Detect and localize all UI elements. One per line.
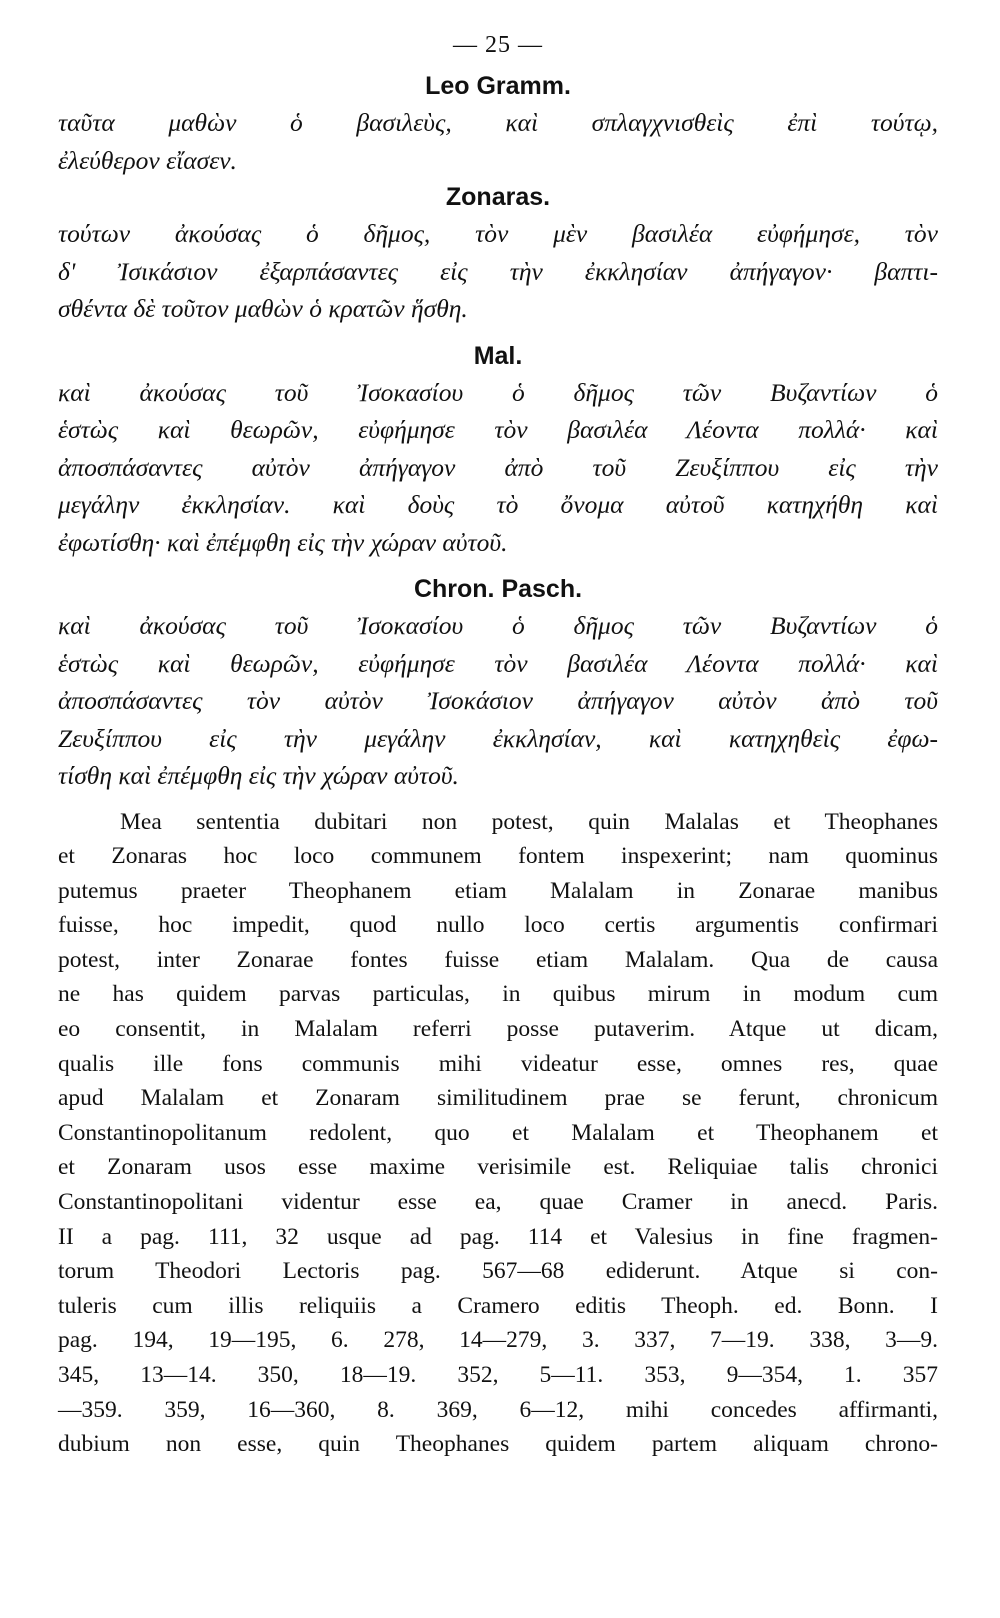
text-line: et Zonaras hoc loco communem fontem inspexerint; nam quominus (58, 843, 938, 870)
text-line: et Zonaram usos esse maxime verisimile est. Reliquiae talis chronici (58, 1154, 938, 1181)
text-line: 345, 13—14. 350, 18—19. 352, 5—11. 353, 9—354, 1. 357 (58, 1362, 938, 1388)
text-line: σθέντα δὲ τοῦτον μαθὼν ὁ κρατῶν ἥσθη. (58, 294, 468, 323)
text-line: tuleris cum illis reliquiis a Cramero editis Theoph. ed. Bonn. I (58, 1292, 938, 1319)
section-heading-mal: Mal. (473, 341, 523, 370)
text-line: fuisse, hoc impedit, quod nullo loco certis argumentis confirmari (58, 912, 938, 939)
text-line: καὶ ἀκούσας τοῦ Ἰσοκασίου ὁ δῆμος τῶν Βυζαντίων ὁ (58, 377, 938, 407)
text-line: apud Malalam et Zonaram similitudinem prae se ferunt, chronicum (58, 1085, 938, 1112)
text-line: ἀποσπάσαντες αὐτὸν ἀπήγαγον ἀπὸ τοῦ Ζευξίππου εἰς τὴν (58, 452, 938, 482)
text-line: τίσθη καὶ ἐπέμφθη εἰς τὴν χώραν αὐτοῦ. (58, 761, 459, 790)
text-line: ἐλεύθερον εἴασεν. (58, 145, 237, 175)
greek-passage-chron-pasch (58, 607, 938, 795)
section-zonaras (58, 179, 938, 328)
text-line: Constantinopolitani videntur esse ea, quae Cramer in anecd. Paris. (58, 1189, 938, 1216)
text-line: καὶ ἀκούσας τοῦ Ἰσοκασίου ὁ δῆμος τῶν Βυζαντίων ὁ (58, 611, 938, 640)
text-line: Mea sententia dubitari non potest, quin Malalas et Theophanes (120, 808, 938, 835)
section-heading-chron-pasch: Chron. Pasch. (413, 575, 583, 603)
text-line: potest, inter Zonarae fontes fuisse etiam Malalam. Qua de causa (58, 946, 938, 973)
text-line: qualis ille fons communis mihi videatur esse, omnes res, quae (58, 1050, 938, 1077)
text-line: putemus praeter Theophanem etiam Malalam in Zonarae manibus (58, 877, 938, 904)
text-line: ἐφωτίσθη· καὶ ἐπέμφθη εἰς τὴν χώραν αὐτοῦ. (58, 527, 508, 557)
section-chron-pasch (58, 571, 938, 795)
text-line: ἀποσπάσαντες τὸν αὐτὸν Ἰσοκάσιον ἀπήγαγον αὐτὸν ἀπὸ τοῦ (58, 686, 938, 715)
greek-passage-zonaras (58, 215, 938, 328)
commentary (58, 805, 938, 1462)
text-line: eo consentit, in Malalam referri posse putaverim. Atque ut dicam, (58, 1016, 938, 1043)
section-heading-zonaras: Zonaras. (445, 183, 551, 211)
text-line: ne has quidem parvas particulas, in quibus mirum in modum cum (58, 981, 938, 1008)
text-line: II a pag. 111, 32 usque ad pag. 114 et Valesius in fine fragmen- (58, 1223, 938, 1250)
text-line: ἑστὼς καὶ θεωρῶν, εὐφήμησε τὸν βασιλέα Λέοντα πολλά· καὶ (58, 415, 938, 444)
greek-passage-leo-gramm (58, 104, 938, 179)
page-number: — 25 — (453, 32, 543, 58)
section-leo-gramm (58, 68, 938, 179)
document-page (58, 22, 938, 1462)
text-line: pag. 194, 19—195, 6. 278, 14—279, 3. 337, 7—19. 338, 3—9. (58, 1327, 938, 1354)
text-line: ἑστὼς καὶ θεωρῶν, εὐφήμησε τὸν βασιλέα Λέοντα πολλά· καὶ (58, 648, 938, 678)
section-mal (58, 338, 938, 562)
text-line: τούτων ἀκούσας ὁ δῆμος, τὸν μὲν βασιλέα εὐφήμησε, τὸν (58, 219, 938, 248)
section-heading-leo-gramm: Leo Gramm. (425, 72, 571, 100)
text-line: Constantinopolitanum redolent, quo et Malalam et Theophanem et (58, 1119, 938, 1146)
text-line: torum Theodori Lectoris pag. 567—68 ediderunt. Atque si con- (58, 1258, 938, 1285)
text-line: ταῦτα μαθὼν ὁ βασιλεὺς, καὶ σπλαγχνισθεὶς ἐπὶ τούτῳ, (58, 108, 938, 137)
latin-commentary-paragraph (58, 805, 938, 1462)
greek-passage-mal (58, 374, 938, 562)
text-line: δ' Ἰσικάσιον ἐξαρπάσαντες εἰς τὴν ἐκκλησίαν ἀπήγαγον· βαπτι- (58, 256, 938, 286)
text-line: —359. 359, 16—360, 8. 369, 6—12, mihi concedes affirmanti, (58, 1396, 938, 1423)
text-line: μεγάλην ἐκκλησίαν. καὶ δοὺς τὸ ὄνομα αὐτοῦ κατηχήθη καὶ (58, 490, 938, 519)
text-line: dubium non esse, quin Theophanes quidem partem aliquam chrono- (58, 1431, 938, 1458)
text-line: Ζευξίππου εἰς τὴν μεγάλην ἐκκλησίαν, καὶ κατηχηθεὶς ἐφω- (58, 723, 938, 753)
